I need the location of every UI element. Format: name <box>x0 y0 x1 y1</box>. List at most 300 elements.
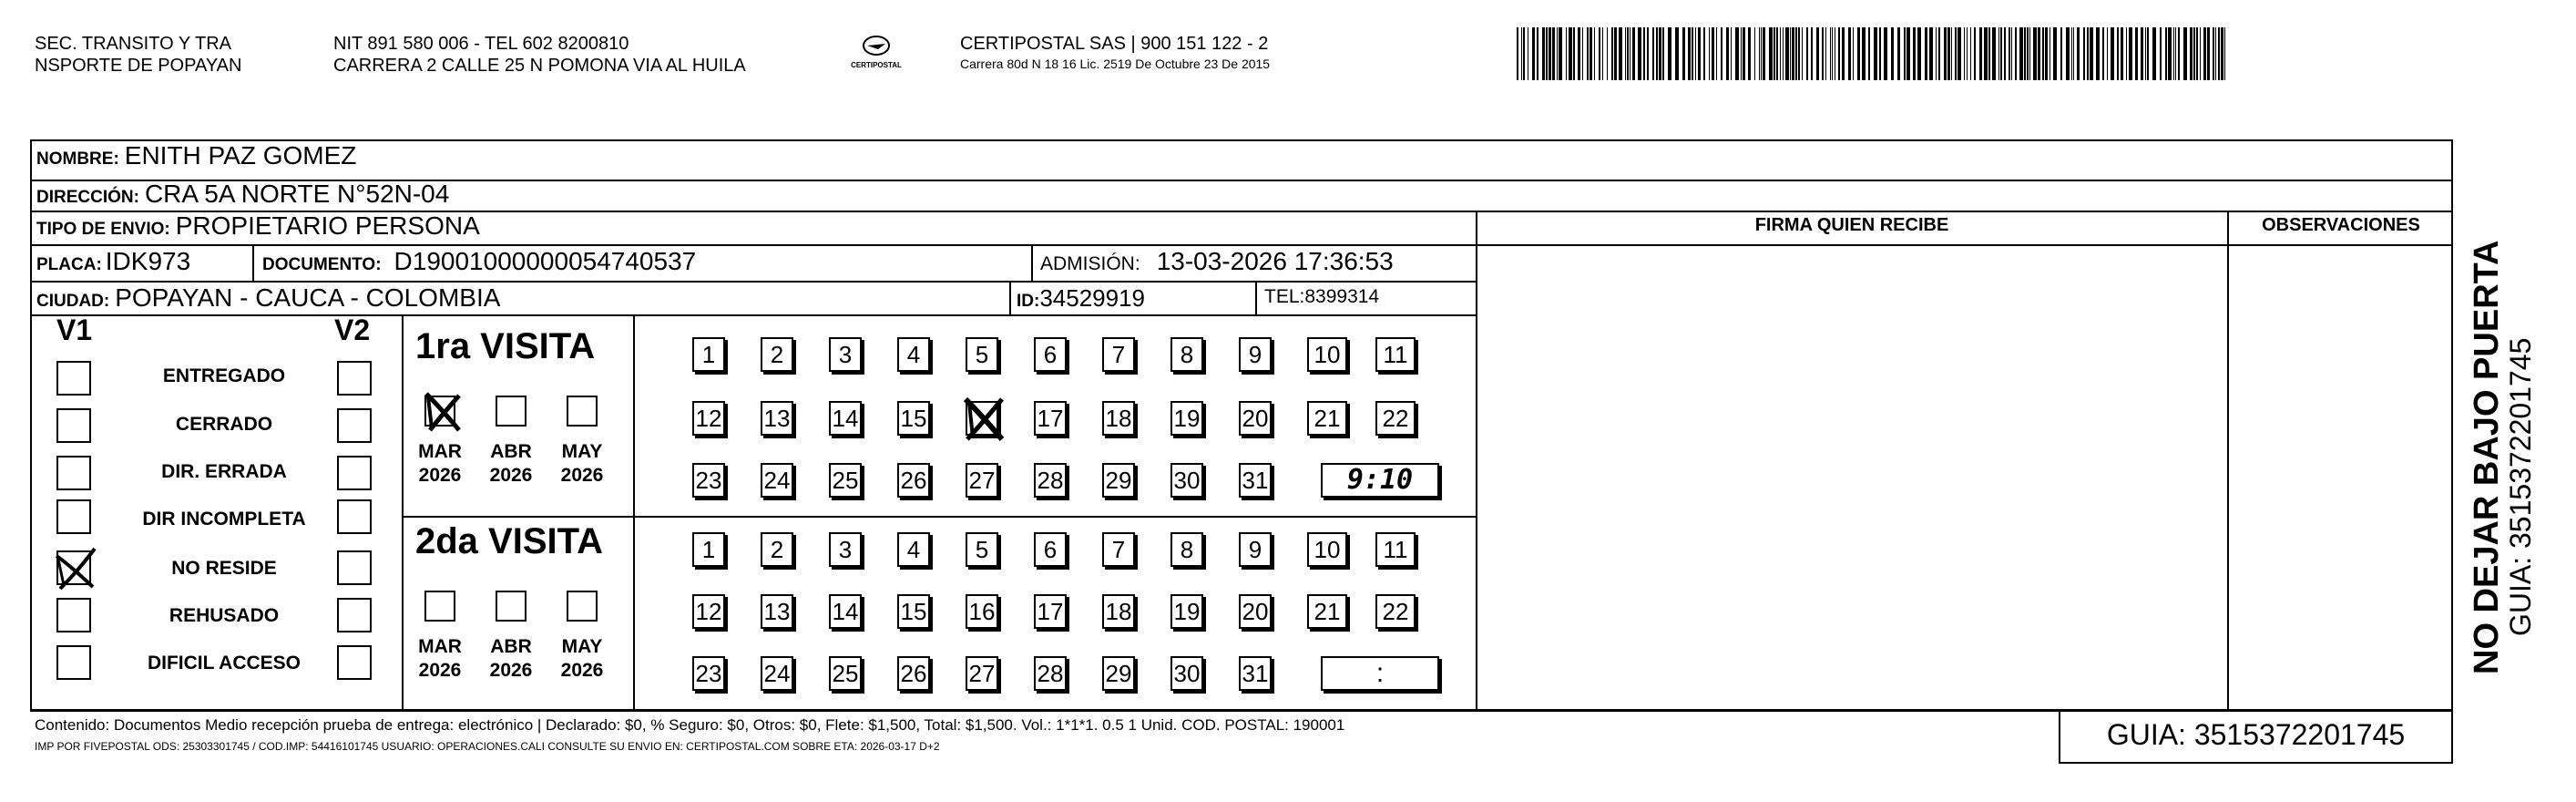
first-day-28[interactable]: 28 <box>1034 463 1067 498</box>
barcode-bar <box>1964 27 1965 80</box>
barcode-bar <box>2102 27 2104 80</box>
barcode-bar <box>1830 27 1831 80</box>
first-visit-title: 1ra VISITA <box>415 326 596 366</box>
barcode-bar <box>2066 27 2070 80</box>
barcode-bar <box>1936 27 1937 80</box>
barcode-bar <box>1602 27 1603 80</box>
barcode-bar <box>2178 27 2180 80</box>
first-day-12[interactable]: 12 <box>692 401 725 436</box>
barcode-bar <box>2015 27 2017 80</box>
second-day-7[interactable]: 7 <box>1102 532 1135 567</box>
v1-checkbox-dir-incompleta[interactable] <box>56 499 91 534</box>
logo-text: CERTIPOSTAL <box>851 61 902 69</box>
barcode-bar <box>1741 27 1742 80</box>
barcode-bar <box>2152 27 2156 80</box>
barcode-bar <box>2027 27 2029 80</box>
second-day-8[interactable]: 8 <box>1170 532 1203 567</box>
second-day-28[interactable]: 28 <box>1034 656 1067 691</box>
ciudad-field <box>36 283 500 313</box>
second-day-21[interactable]: 21 <box>1307 594 1347 629</box>
barcode-bar <box>1712 27 1714 80</box>
direccion-value: CRA 5A NORTE N°52N-04 <box>144 180 450 208</box>
first-visit-month-mar-checkbox[interactable] <box>424 396 455 427</box>
footer-guia: GUIA: 3515372201745 <box>2106 718 2406 751</box>
barcode-bar <box>2173 27 2174 80</box>
second-visit-month-abr-checkbox[interactable] <box>496 591 526 622</box>
barcode-bar <box>1659 27 1661 80</box>
barcode-bar <box>1517 27 1518 80</box>
barcode-bar <box>2060 27 2062 80</box>
second-day-10[interactable]: 10 <box>1307 532 1347 567</box>
status-dir-errada: DIR. ERRADA <box>161 461 287 482</box>
agency-name <box>35 33 241 77</box>
v1-checkbox-entregado[interactable] <box>56 361 91 396</box>
barcode-bar <box>1537 27 1538 80</box>
first-day-9[interactable]: 9 <box>1239 337 1272 372</box>
barcode-bar <box>1798 27 1800 80</box>
first-day-3[interactable]: 3 <box>829 337 862 372</box>
ciudad-label: CIUDAD: <box>36 292 110 311</box>
second-day-3[interactable]: 3 <box>829 532 862 567</box>
barcode-bar <box>2117 27 2119 80</box>
barcode-bar <box>2111 27 2114 80</box>
v2-checkbox-dir-incompleta[interactable] <box>337 499 372 534</box>
v2-checkbox-dir-errada[interactable] <box>337 456 372 490</box>
barcode-bar <box>1573 27 1575 80</box>
barcode-bar <box>1879 27 1881 80</box>
placa-value: IDK973 <box>105 247 191 275</box>
first-day-10[interactable]: 10 <box>1307 337 1347 372</box>
barcode-bar <box>1682 27 1685 80</box>
barcode-bar <box>1566 27 1567 80</box>
placa-field <box>36 247 190 276</box>
barcode-bar <box>2168 27 2172 80</box>
barcode-bar <box>1695 27 1696 80</box>
barcode-bar <box>1947 27 1950 80</box>
barcode-bar <box>1783 27 1784 80</box>
barcode-bar <box>1743 27 1745 80</box>
second-day-29[interactable]: 29 <box>1102 656 1135 691</box>
second-month-mar: MAR <box>418 636 462 657</box>
barcode-bar <box>1763 27 1765 80</box>
barcode-bar <box>2033 27 2037 80</box>
second-day-14[interactable]: 14 <box>829 594 862 629</box>
barcode-bar <box>2009 27 2010 80</box>
id-field <box>1017 284 1145 313</box>
second-day-11[interactable]: 11 <box>1375 532 1416 567</box>
barcode-bar <box>1698 27 1701 80</box>
first-visit-month-may-checkbox[interactable] <box>567 396 598 427</box>
second-month-abr: ABR <box>490 636 532 657</box>
first-year-may: 2026 <box>560 465 604 486</box>
second-day-16[interactable]: 16 <box>966 594 998 629</box>
barcode-bar <box>2077 27 2080 80</box>
barcode-bar <box>1523 27 1525 80</box>
barcode-bar <box>1521 27 1522 80</box>
v2-checkbox-cerrado[interactable] <box>337 408 372 443</box>
company-info <box>960 33 1270 73</box>
barcode-bar <box>2200 27 2201 80</box>
barcode-bar <box>1838 27 1840 80</box>
barcode-bar <box>2193 27 2195 80</box>
first-day-2[interactable]: 2 <box>761 337 793 372</box>
barcode-bar <box>1811 27 1813 80</box>
barcode-bar <box>1904 27 1906 80</box>
first-year-mar: 2026 <box>418 465 462 486</box>
barcode-bar <box>1925 27 1927 80</box>
barcode-bar <box>1638 27 1641 80</box>
second-day-9[interactable]: 9 <box>1239 532 1272 567</box>
barcode-bar <box>1643 27 1645 80</box>
second-day-26[interactable]: 26 <box>897 656 930 691</box>
second-year-mar: 2026 <box>418 660 462 681</box>
observaciones-label: OBSERVACIONES <box>2262 215 2420 235</box>
second-day-13[interactable]: 13 <box>761 594 793 629</box>
barcode-bar <box>2224 27 2225 80</box>
second-day-25[interactable]: 25 <box>829 656 862 691</box>
barcode-bar <box>2019 27 2023 80</box>
second-day-22[interactable]: 22 <box>1375 594 1416 629</box>
barcode-bar <box>2207 27 2210 80</box>
barcode-bar <box>1587 27 1589 80</box>
status-dir-incompleta: DIR INCOMPLETA <box>142 509 306 530</box>
first-month-may: MAY <box>561 441 603 462</box>
first-visit-time[interactable]: 9:10 <box>1321 463 1439 498</box>
barcode-bar <box>1862 27 1866 80</box>
barcode-bar <box>1929 27 1933 80</box>
second-day-27[interactable]: 27 <box>966 656 998 691</box>
barcode-bar <box>1594 27 1595 80</box>
id-label: ID: <box>1017 292 1040 311</box>
first-day-7[interactable]: 7 <box>1102 337 1135 372</box>
side-warning: NO DEJAR BAJO PUERTA <box>2468 240 2506 674</box>
barcode-bar <box>2042 27 2044 80</box>
v2-checkbox-no-reside[interactable] <box>337 550 372 585</box>
firma-label: FIRMA QUIEN RECIBE <box>1754 215 1949 235</box>
v1-checkbox-no-reside[interactable] <box>56 550 91 585</box>
barcode-bar <box>2165 27 2167 80</box>
barcode-bar <box>2183 27 2187 80</box>
second-day-6[interactable]: 6 <box>1034 532 1067 567</box>
barcode-bar <box>1656 27 1658 80</box>
first-day-20[interactable]: 20 <box>1239 401 1272 436</box>
second-visit-month-mar-checkbox[interactable] <box>424 591 455 622</box>
agency-line-1: SEC. TRANSITO Y TRA <box>35 34 231 54</box>
barcode-bar <box>2218 27 2220 80</box>
barcode-bar <box>1668 27 1671 80</box>
first-day-15[interactable]: 15 <box>897 401 930 436</box>
second-day-18[interactable]: 18 <box>1102 594 1135 629</box>
second-day-31[interactable]: 31 <box>1239 656 1272 691</box>
second-day-4[interactable]: 4 <box>897 532 930 567</box>
first-day-18[interactable]: 18 <box>1102 401 1135 436</box>
second-year-may: 2026 <box>560 660 604 681</box>
barcode-bar <box>2141 27 2143 80</box>
barcode-bar <box>2107 27 2108 80</box>
barcode-bar <box>1611 27 1613 80</box>
v1-checkbox-rehusado[interactable] <box>56 598 91 632</box>
barcode-bar <box>2147 27 2149 80</box>
barcode-bar <box>1988 27 1990 80</box>
barcode-bar <box>1675 27 1679 80</box>
barcode-bar <box>1590 27 1592 80</box>
barcode-bar <box>1662 27 1664 80</box>
second-day-23[interactable]: 23 <box>692 656 725 691</box>
admision-label: ADMISIÓN: <box>1040 253 1140 274</box>
second-day-15[interactable]: 15 <box>897 594 930 629</box>
first-day-21[interactable]: 21 <box>1307 401 1347 436</box>
barcode-bar <box>1790 27 1791 80</box>
barcode-bar <box>1868 27 1870 80</box>
barcode-bar <box>1891 27 1894 80</box>
documento-label: DOCUMENTO: <box>262 255 382 274</box>
barcode-bar <box>2024 27 2026 80</box>
first-day-14[interactable]: 14 <box>829 401 862 436</box>
admision-value: 13-03-2026 17:36:53 <box>1156 247 1394 275</box>
tipo-envio-field <box>36 211 480 241</box>
barcode-bar <box>2000 27 2002 80</box>
footer-print-info: IMP POR FIVEPOSTAL ODS: 25303301745 / COD.IMP: 54416101745 USUARIO: OPERACIONES.CALI CONSULTE SU ENVIO EN: CERTIPOSTAL.COM SOBRE ETA: 2026-03-17 D+2 <box>35 740 940 753</box>
first-month-abr: ABR <box>490 441 532 462</box>
barcode-bar <box>2083 27 2085 80</box>
barcode-bar <box>1748 27 1751 80</box>
second-day-20[interactable]: 20 <box>1239 594 1272 629</box>
v2-checkbox-dificil-acceso[interactable] <box>337 645 372 680</box>
barcode-bar <box>1884 27 1887 80</box>
v1-label: V1 <box>56 314 93 346</box>
barcode-bar <box>1825 27 1826 80</box>
first-visit-month-abr-checkbox[interactable] <box>496 396 526 427</box>
barcode <box>1517 27 2236 80</box>
v2-checkbox-rehusado[interactable] <box>337 598 372 632</box>
barcode-bar <box>1716 27 1717 80</box>
barcode-bar <box>1549 27 1551 80</box>
barcode-bar <box>1569 27 1572 80</box>
first-day-24[interactable]: 24 <box>761 463 793 498</box>
barcode-bar <box>1792 27 1794 80</box>
barcode-bar <box>1951 27 1952 80</box>
second-day-30[interactable]: 30 <box>1170 656 1203 691</box>
first-day-23[interactable]: 23 <box>692 463 725 498</box>
first-day-8[interactable]: 8 <box>1170 337 1203 372</box>
barcode-bar <box>1776 27 1778 80</box>
v1-checkbox-cerrado[interactable] <box>56 408 91 443</box>
barcode-bar <box>1703 27 1705 80</box>
barcode-bar <box>2038 27 2040 80</box>
barcode-bar <box>1974 27 1976 80</box>
barcode-bar <box>2126 27 2127 80</box>
barcode-bar <box>1785 27 1789 80</box>
first-day-27[interactable]: 27 <box>966 463 998 498</box>
nombre-value: ENITH PAZ GOMEZ <box>124 141 357 170</box>
first-day-19[interactable]: 19 <box>1170 401 1203 436</box>
second-visit-month-may-checkbox[interactable] <box>567 591 598 622</box>
barcode-bar <box>2135 27 2138 80</box>
barcode-bar <box>2175 27 2176 80</box>
barcode-bar <box>2129 27 2132 80</box>
barcode-bar <box>1652 27 1654 80</box>
barcode-bar <box>1759 27 1760 80</box>
barcode-bar <box>1992 27 1996 80</box>
barcode-bar <box>1552 27 1555 80</box>
admision-field <box>1040 247 1394 276</box>
barcode-bar <box>1917 27 1921 80</box>
barcode-bar <box>1532 27 1535 80</box>
documento-field <box>262 247 696 276</box>
company-line-1: CERTIPOSTAL SAS | 900 151 122 - 2 <box>960 34 1269 54</box>
barcode-bar <box>2203 27 2206 80</box>
tipo-envio-value: PROPIETARIO PERSONA <box>175 211 480 240</box>
barcode-bar <box>2004 27 2006 80</box>
status-dificil-acceso: DIFICIL ACCESO <box>147 653 301 673</box>
barcode-bar <box>1582 27 1583 80</box>
id-value: 34529919 <box>1039 284 1146 312</box>
barcode-bar <box>2121 27 2123 80</box>
barcode-bar <box>1958 27 1961 80</box>
barcode-bar <box>1979 27 1982 80</box>
barcode-bar <box>1913 27 1916 80</box>
barcode-bar <box>2160 27 2162 80</box>
second-year-abr: 2026 <box>489 660 533 681</box>
second-month-may: MAY <box>561 636 603 657</box>
first-day-13[interactable]: 13 <box>761 401 793 436</box>
barcode-bar <box>1557 27 1558 80</box>
second-day-19[interactable]: 19 <box>1170 594 1203 629</box>
tel-field <box>1264 286 1379 308</box>
first-day-1[interactable]: 1 <box>692 337 725 372</box>
first-day-22[interactable]: 22 <box>1375 401 1416 436</box>
second-day-17[interactable]: 17 <box>1034 594 1067 629</box>
barcode-bar <box>1769 27 1773 80</box>
barcode-bar <box>2071 27 2072 80</box>
status-no-reside: NO RESIDE <box>171 558 277 579</box>
barcode-bar <box>1848 27 1851 80</box>
first-day-31[interactable]: 31 <box>1239 463 1272 498</box>
barcode-bar <box>1897 27 1900 80</box>
second-day-5[interactable]: 5 <box>966 532 998 567</box>
tipo-envio-label: TIPO DE ENVIO: <box>36 220 170 239</box>
barcode-bar <box>1780 27 1781 80</box>
status-entregado: ENTREGADO <box>162 365 286 386</box>
barcode-bar <box>1998 27 1999 80</box>
direccion-field <box>36 180 449 209</box>
agency-contact <box>333 33 746 77</box>
barcode-bar <box>1559 27 1562 80</box>
first-day-26[interactable]: 26 <box>897 463 930 498</box>
barcode-bar <box>2011 27 2012 80</box>
second-day-12[interactable]: 12 <box>692 594 725 629</box>
direccion-label: DIRECCIÓN: <box>36 188 139 207</box>
address-line: CARRERA 2 CALLE 25 N POMONA VIA AL HUILA <box>333 56 746 76</box>
second-day-1[interactable]: 1 <box>692 532 725 567</box>
footer-contents: Contenido: Documentos Medio recepción prueba de entrega: electrónico | Declarado: $0, % Seguro: $0, Otros: $0, Flete: $1,500, Total: $1,500. Vol.: 1*1*1. 0.5 1 Unid. COD. POSTAL: 190001 <box>35 716 1345 734</box>
placa-label: PLACA: <box>36 255 102 274</box>
first-day-29[interactable]: 29 <box>1102 463 1135 498</box>
barcode-bar <box>1619 27 1622 80</box>
barcode-bar <box>1627 27 1629 80</box>
barcode-bar <box>1906 27 1910 80</box>
barcode-bar <box>1842 27 1845 80</box>
barcode-bar <box>2215 27 2216 80</box>
barcode-bar <box>1726 27 1729 80</box>
barcode-bar <box>1578 27 1580 80</box>
barcode-bar <box>1632 27 1635 80</box>
first-year-abr: 2026 <box>489 465 533 486</box>
barcode-bar <box>2221 27 2223 80</box>
barcode-bar <box>2190 27 2193 80</box>
barcode-bar <box>1795 27 1797 80</box>
first-day-25[interactable]: 25 <box>829 463 862 498</box>
nit-line: NIT 891 580 006 - TEL 602 8200810 <box>333 34 629 54</box>
status-cerrado: CERRADO <box>175 414 273 435</box>
barcode-bar <box>1774 27 1775 80</box>
barcode-bar <box>2090 27 2093 80</box>
agency-line-2: NSPORTE DE POPAYAN <box>35 56 242 76</box>
barcode-bar <box>1542 27 1545 80</box>
v2-checkbox-entregado[interactable] <box>337 361 372 396</box>
barcode-bar <box>1955 27 1957 80</box>
v2-label: V2 <box>334 314 371 346</box>
barcode-bar <box>2029 27 2030 80</box>
second-visit-time[interactable]: : <box>1321 656 1439 691</box>
barcode-bar <box>1692 27 1693 80</box>
second-day-24[interactable]: 24 <box>761 656 793 691</box>
second-visit-title: 2da VISITA <box>415 521 603 561</box>
first-day-11[interactable]: 11 <box>1375 337 1416 372</box>
barcode-bar <box>1967 27 1968 80</box>
barcode-bar <box>1857 27 1860 80</box>
barcode-bar <box>2087 27 2089 80</box>
first-day-30[interactable]: 30 <box>1170 463 1203 498</box>
tel-label: TEL: <box>1264 286 1305 307</box>
barcode-bar <box>1599 27 1600 80</box>
first-day-4[interactable]: 4 <box>897 337 930 372</box>
tel-value: 8399314 <box>1304 286 1380 307</box>
barcode-bar <box>1607 27 1608 80</box>
barcode-bar <box>1709 27 1710 80</box>
barcode-bar <box>2145 27 2146 80</box>
barcode-bar <box>2196 27 2198 80</box>
barcode-bar <box>1874 27 1877 80</box>
first-day-5[interactable]: 5 <box>966 337 998 372</box>
second-day-2[interactable]: 2 <box>761 532 793 567</box>
side-guia: GUIA: 3515372201745 <box>2504 337 2537 636</box>
barcode-bar <box>1802 27 1803 80</box>
barcode-bar <box>1614 27 1617 80</box>
first-day-17[interactable]: 17 <box>1034 401 1067 436</box>
v1-checkbox-dificil-acceso[interactable] <box>56 645 91 680</box>
barcode-bar <box>2053 27 2057 80</box>
barcode-bar <box>1735 27 1739 80</box>
barcode-bar <box>1754 27 1755 80</box>
barcode-bar <box>1816 27 1819 80</box>
first-day-6[interactable]: 6 <box>1034 337 1067 372</box>
first-month-mar: MAR <box>418 441 462 462</box>
logo-icon <box>860 35 893 57</box>
ciudad-value: POPAYAN - CAUCA - COLOMBIA <box>115 283 501 312</box>
barcode-bar <box>1832 27 1833 80</box>
v1-checkbox-dir-errada[interactable] <box>56 456 91 490</box>
barcode-bar <box>1546 27 1548 80</box>
status-rehusado: REHUSADO <box>169 605 280 626</box>
side-panel <box>2469 164 2536 674</box>
documento-value: D19001000000054740537 <box>394 247 697 275</box>
company-line-2: Carrera 80d N 18 16 Lic. 2519 De Octubre 23 De 2015 <box>960 57 1271 71</box>
barcode-bar <box>1944 27 1947 80</box>
barcode-bar <box>1731 27 1732 80</box>
nombre-field <box>36 141 356 170</box>
first-day-16[interactable] <box>966 401 998 436</box>
